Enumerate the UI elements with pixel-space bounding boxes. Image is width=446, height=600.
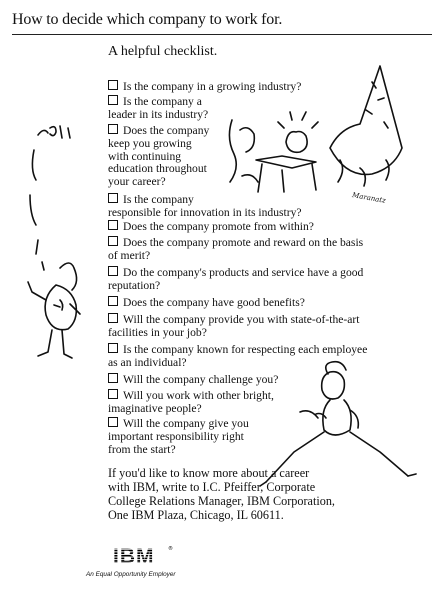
artist-signature: Maranatz xyxy=(351,191,387,205)
checklist-item-line: responsible for innovation in its industry? xyxy=(108,205,302,219)
checklist-item-text: Will the company challenge you? xyxy=(123,373,279,386)
bottom-right-cartoon-figure xyxy=(260,362,416,486)
checklist-item-text: Do the company's products and service have a good xyxy=(123,266,364,279)
checklist-item-line: as an individual? xyxy=(108,355,187,369)
checklist-item-line: imaginative people? xyxy=(108,401,202,415)
contact-line: College Relations Manager, IBM Corporation, xyxy=(108,494,335,508)
checklist-item-line: keep you growing xyxy=(108,136,192,150)
checklist-item-line: education throughout xyxy=(108,162,207,176)
contact-line: with IBM, write to I.C. Pfeiffer, Corporate xyxy=(108,480,316,494)
top-right-cartoon-group xyxy=(229,66,402,192)
ibm-logo-text: IBM xyxy=(113,545,155,566)
checklist-item-text: Is the company xyxy=(123,193,194,206)
checklist-item-text: Is the company known for respecting each employee xyxy=(123,343,368,356)
registered-mark: ® xyxy=(168,546,173,552)
checklist-item-text: Does the company have good benefits? xyxy=(123,296,305,309)
checklist-item-text: Does the company xyxy=(123,124,210,137)
left-cartoon-figure xyxy=(28,126,80,358)
checklist-item-text: Will the company provide you with state-of-the-art xyxy=(123,313,360,326)
checklist-item-text: Will the company give you xyxy=(123,417,249,430)
checklist-item-line: with continuing xyxy=(108,149,182,163)
checklist-item-line: of merit? xyxy=(108,248,151,262)
checklist-item-line: your career? xyxy=(108,175,166,189)
checklist-item-text: Does the company promote and reward on the basis xyxy=(123,236,364,249)
contact-line: One IBM Plaza, Chicago, IL 60611. xyxy=(108,508,284,522)
contact-line: If you'd like to know more about a career xyxy=(108,466,310,480)
checklist-item-line: from the start? xyxy=(108,442,176,456)
checklist-item-line: facilities in your job? xyxy=(108,325,207,339)
checklist-heading: A helpful checklist. xyxy=(108,44,218,59)
checklist-item-text: Does the company promote from within? xyxy=(123,220,314,233)
checklist-item-line: important responsibility right xyxy=(108,429,244,443)
checklist-item-line: reputation? xyxy=(108,278,161,292)
equal-opportunity-tagline: An Equal Opportunity Employer xyxy=(86,571,176,578)
checklist-item-text: Will you work with other bright, xyxy=(123,389,274,402)
checklist-item-text: Is the company in a growing industry? xyxy=(123,80,302,93)
checklist-item-text: Is the company a xyxy=(123,95,202,108)
checklist-item-line: leader in its industry? xyxy=(108,107,209,121)
page-title: How to decide which company to work for. xyxy=(12,11,283,28)
